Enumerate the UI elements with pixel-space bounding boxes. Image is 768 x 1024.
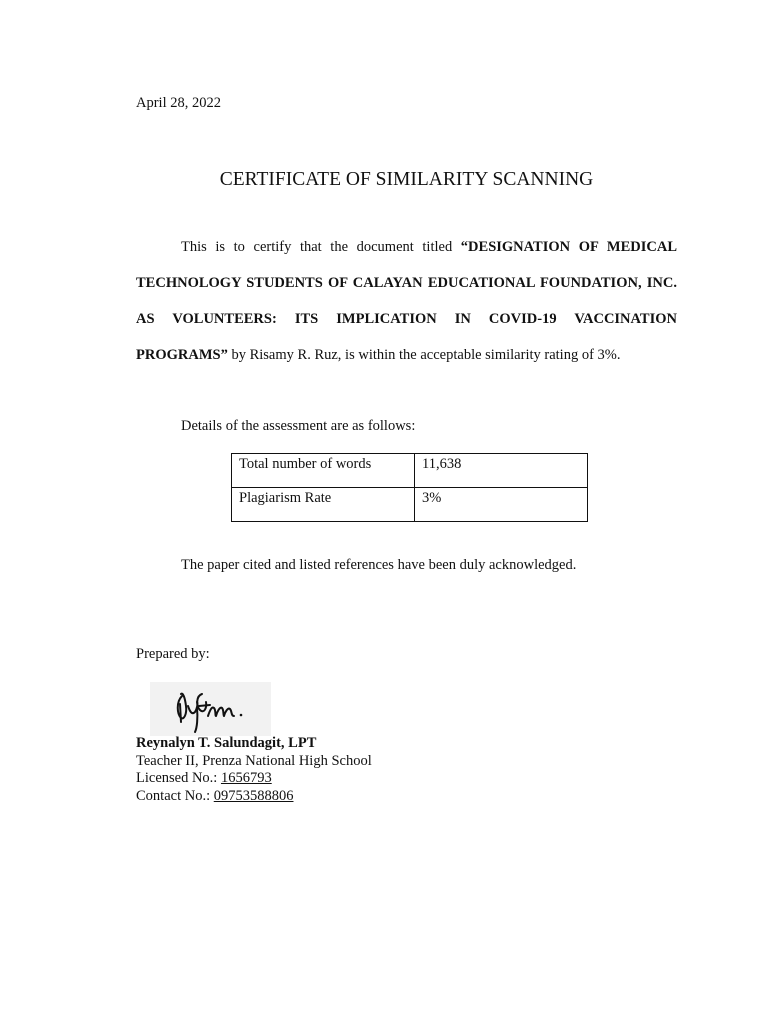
contact-label: Contact No.: bbox=[136, 787, 214, 804]
table-row bbox=[232, 488, 588, 522]
signer-position: Teacher II, Prenza National High School bbox=[136, 752, 372, 769]
acknowledgement-text: The paper cited and listed references have been duly acknowledged. bbox=[181, 557, 577, 573]
table-cell-value: 3% bbox=[415, 488, 588, 522]
signer-block bbox=[136, 735, 372, 805]
handwritten-signature-icon bbox=[150, 682, 271, 736]
assessment-table bbox=[231, 453, 588, 522]
license-label: Licensed No.: bbox=[136, 770, 221, 786]
certification-paragraph bbox=[136, 229, 677, 373]
details-intro: Details of the assessment are as follows: bbox=[181, 418, 416, 434]
certificate-title: CERTIFICATE OF SIMILARITY SCANNING bbox=[219, 169, 594, 190]
license-number: 1656793 bbox=[220, 770, 272, 786]
signature-image bbox=[150, 682, 271, 736]
prepared-by-label: Prepared by: bbox=[136, 646, 210, 662]
table-cell-value: 11,638 bbox=[415, 454, 588, 488]
signer-license bbox=[136, 770, 372, 788]
document-title: “DESIGNATION OF MEDICAL TECHNOLOGY STUDENTS OF CALAYAN EDUCATIONAL FOUNDATION, INC. AS VOLUNTEERS: ITS IMPLICATION IN COVID-19 VACCINATION PROGRAMS” bbox=[136, 239, 677, 363]
signer-contact bbox=[136, 788, 372, 806]
certification-intro: This is to certify that the document titled bbox=[181, 239, 461, 255]
document-date: April 28, 2022 bbox=[136, 95, 221, 111]
certification-outro: by Risamy R. Ruz, is within the acceptable similarity rating of 3%. bbox=[227, 347, 621, 363]
contact-number: 09753588806 bbox=[213, 787, 294, 804]
signer-name: Reynalyn T. Salundagit, LPT bbox=[136, 735, 317, 751]
table-cell-label: Plagiarism Rate bbox=[232, 488, 415, 522]
table-cell-label: Total number of words bbox=[232, 454, 415, 488]
table-row bbox=[232, 454, 588, 488]
